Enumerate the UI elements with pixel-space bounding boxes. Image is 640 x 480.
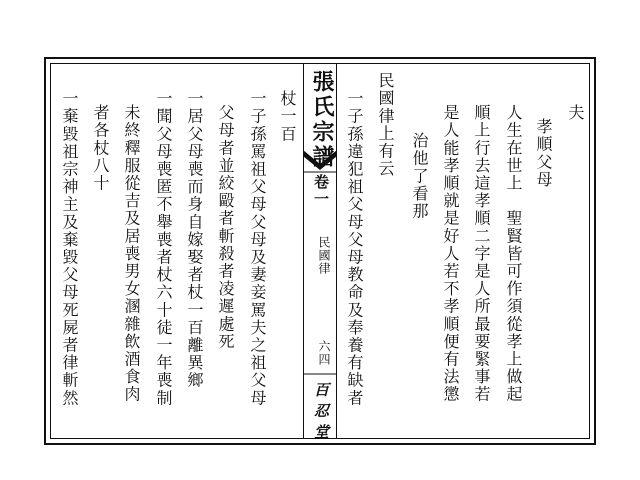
text-column: 孝順父母 bbox=[534, 118, 553, 189]
text-column: 未終釋服從吉及居喪男女溷雜飲酒食肉 bbox=[122, 104, 141, 404]
hall-name: 百忍堂 bbox=[312, 382, 330, 445]
text-column: 夫 bbox=[566, 104, 585, 122]
text-column: 一居父母喪而身自嫁娶者杖一百離異鄉 bbox=[185, 90, 204, 390]
text-column: 一子孫罵祖父母父母及妻妾罵夫之祖父母 bbox=[248, 90, 267, 407]
section-label: 民國律 bbox=[317, 236, 331, 275]
text-column: 一聞父母喪匿不舉喪者杖六十徒一年喪制 bbox=[154, 90, 173, 407]
book-title: 張氏宗譜 bbox=[309, 70, 335, 170]
page-number: 六四 bbox=[317, 340, 331, 366]
text-column: 杖一百 bbox=[278, 90, 297, 143]
text-column: 順上行去這孝順二字是人所最要緊事若 bbox=[472, 104, 491, 404]
text-column: 一棄毀祖宗神主及棄毀父母死屍者律斬然 bbox=[60, 90, 79, 407]
text-column: 民國律上有云 bbox=[376, 72, 395, 178]
text-column: 人生在世上 聖賢皆可作須從孝上做起 bbox=[504, 104, 523, 404]
lower-rule bbox=[303, 372, 337, 376]
text-column: 父母者並絞毆者斬殺者凌遲處死 bbox=[216, 104, 235, 351]
volume-label: 卷一 bbox=[312, 174, 330, 208]
text-column: 治他了看那 bbox=[410, 132, 429, 220]
text-column: 是人能孝順就是好人若不孝順便有法懲 bbox=[441, 104, 460, 404]
text-column: 一子孫違犯祖父母父母教命及奉養有缺者 bbox=[345, 90, 364, 407]
text-column: 者各杖八十 bbox=[91, 104, 110, 192]
